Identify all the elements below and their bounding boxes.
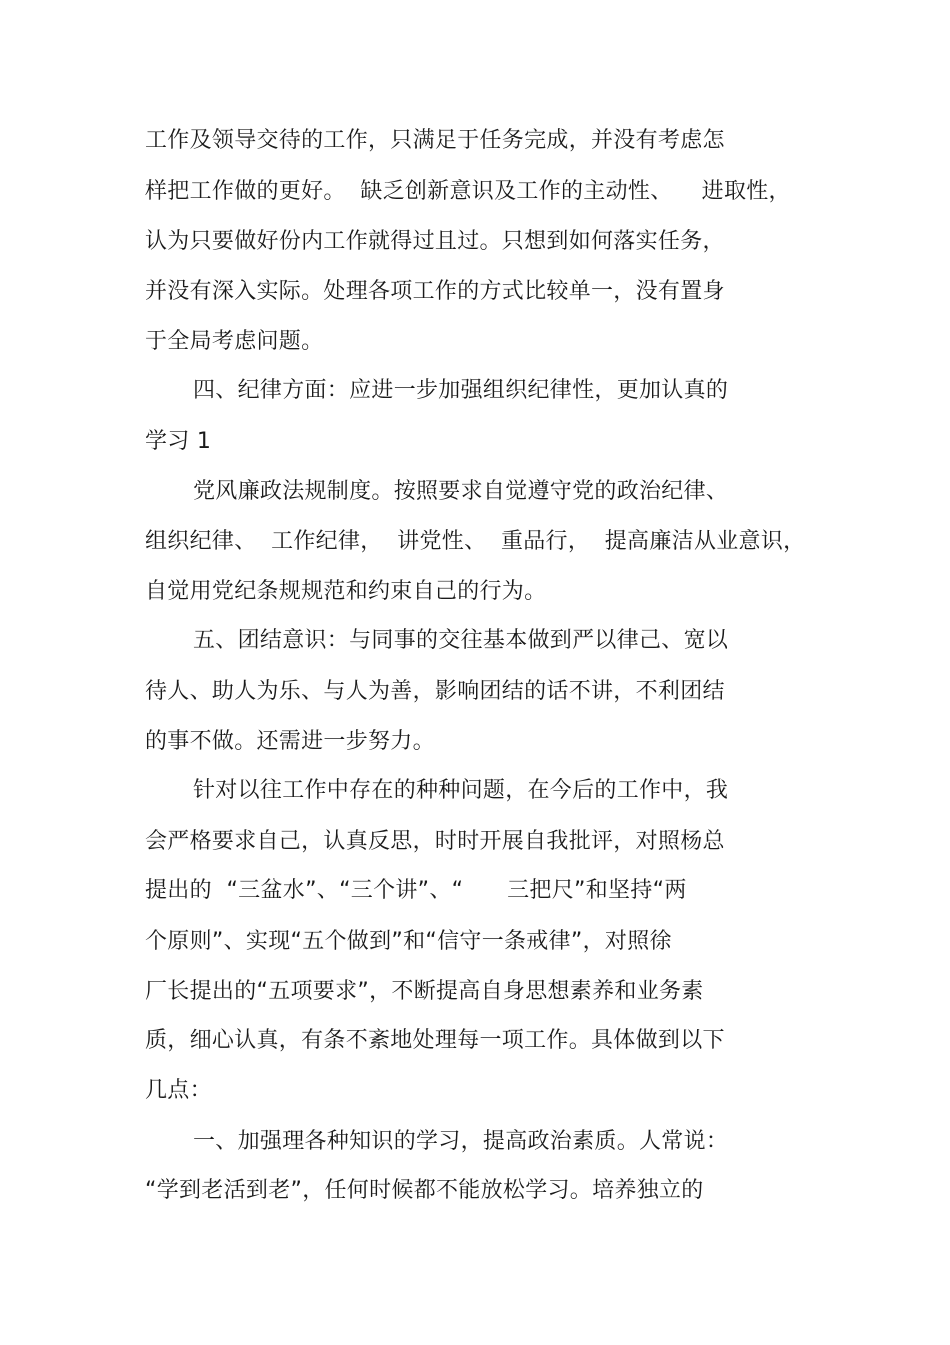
text-line: 于全局考虑问题。 bbox=[145, 329, 324, 354]
text-line: 工作及领导交待的工作，只满足于任务完成，并没有考虑怎 bbox=[145, 128, 725, 153]
text-line: 个原则”、实现“五个做到”和“信守一条戒律”，对照徐 bbox=[145, 929, 672, 954]
text-line: 自觉用党纪条规规范和约束自己的行为。 bbox=[145, 579, 547, 604]
text-line: 会严格要求自己，认真反思，时时开展自我批评，对照杨总 bbox=[145, 829, 725, 854]
text-line: 待人、助人为乐、与人为善，影响团结的话不讲，不利团结 bbox=[145, 679, 725, 704]
text-line: 厂长提出的“五项要求”，不断提高自身思想素养和业务素 bbox=[145, 979, 704, 1004]
text-line: “学到老活到老”，任何时候都不能放松学习。培养独立的 bbox=[145, 1178, 704, 1203]
text-line: 样把工作做的更好。 缺乏创新意识及工作的主动性、 进取性， bbox=[145, 179, 791, 204]
text-line: 几点： bbox=[145, 1078, 212, 1103]
text-line: 认为只要做好份内工作就得过且过。只想到如何落实任务， bbox=[145, 229, 725, 254]
section-heading-study: 一、加强理各种知识的学习，提高政治素质。人常说： bbox=[193, 1129, 729, 1154]
section-heading-unity: 五、团结意识：与同事的交往基本做到严以律己、宽以 bbox=[193, 628, 729, 653]
text-line: 组织纪律、 工作纪律， 讲党性、 重品行， 提高廉洁从业意识， bbox=[145, 529, 806, 554]
text-line: 党风廉政法规制度。按照要求自觉遵守党的政治纪律、 bbox=[193, 479, 729, 504]
text-line: 提出的 “三盆水”、“三个讲”、“ 三把尺”和坚持“两 bbox=[145, 878, 687, 903]
text-line: 的事不做。还需进一步努力。 bbox=[145, 729, 435, 754]
text-line: 学习 1 bbox=[145, 429, 212, 454]
text-line: 针对以往工作中存在的种种问题，在今后的工作中，我 bbox=[193, 778, 729, 803]
text-line: 质，细心认真，有条不紊地处理每一项工作。具体做到以下 bbox=[145, 1028, 725, 1053]
section-heading-discipline: 四、纪律方面：应进一步加强组织纪律性，更加认真的 bbox=[193, 378, 729, 403]
text-line: 并没有深入实际。处理各项工作的方式比较单一，没有置身 bbox=[145, 279, 725, 304]
